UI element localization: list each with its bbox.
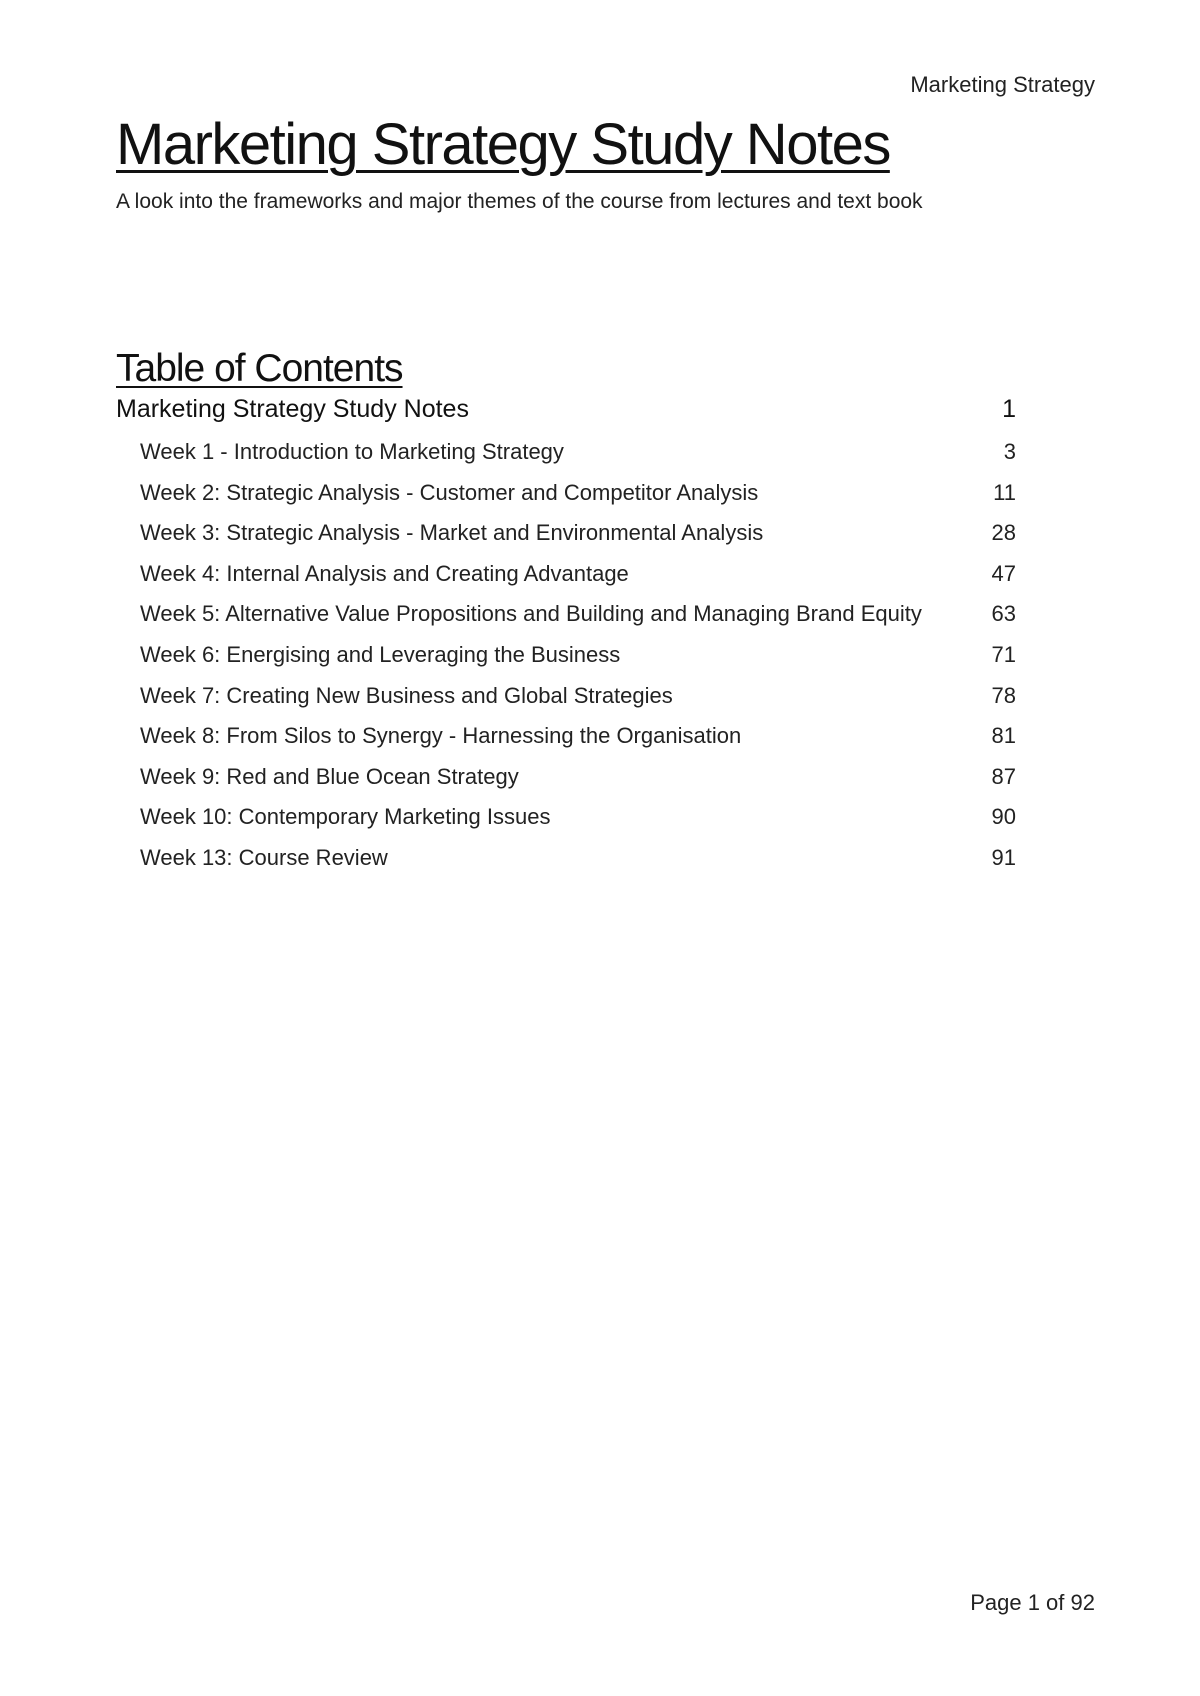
toc-entry-week-3[interactable] [140, 520, 1016, 561]
toc-entry-label: Week 5: Alternative Value Propositions and Building and Managing Brand Equity [140, 601, 922, 627]
toc-entry-label: Week 10: Contemporary Marketing Issues [140, 804, 551, 830]
toc-entry-week-7[interactable] [140, 683, 1016, 724]
toc-entry-week-5[interactable] [140, 601, 1016, 642]
toc-entry-label: Week 2: Strategic Analysis - Customer and Competitor Analysis [140, 479, 759, 505]
toc-entry-page: 3 [1003, 439, 1016, 464]
toc-entry-page: 63 [991, 601, 1016, 627]
toc-entry-page: 47 [991, 560, 1016, 586]
toc-entry-label: Week 6: Energising and Leveraging the Business [140, 641, 621, 667]
toc-entry-week-13[interactable] [140, 845, 1016, 886]
toc-entry-week-10[interactable] [140, 804, 1016, 845]
document-subtitle: A look into the frameworks and major themes of the course from lectures and text book [116, 190, 923, 213]
running-header: Marketing Strategy [910, 72, 1095, 97]
toc-entry-page: 90 [991, 804, 1016, 830]
toc-entry-label: Week 3: Strategic Analysis - Market and Environmental Analysis [140, 520, 764, 546]
toc-entry-label: Week 8: From Silos to Synergy - Harnessing the Organisation [140, 723, 742, 749]
toc-entry-week-8[interactable] [140, 723, 1016, 764]
toc-entry-list [116, 439, 1028, 886]
toc-entry-label: Week 9: Red and Blue Ocean Strategy [140, 763, 519, 789]
toc-entry-label: Week 1 - Introduction to Marketing Strategy [140, 439, 564, 464]
toc-entry-page: 28 [991, 520, 1016, 546]
toc-main-entry[interactable] [116, 395, 1016, 439]
toc-main-entry-page: 1 [1002, 395, 1016, 423]
toc-entry-week-6[interactable] [140, 642, 1016, 683]
toc-entry-page: 91 [991, 844, 1016, 870]
toc-entry-label: Week 7: Creating New Business and Global Strategies [140, 682, 673, 708]
toc-entry-label: Week 13: Course Review [140, 844, 388, 870]
toc-entry-week-9[interactable] [140, 764, 1016, 805]
document-title: Marketing Strategy Study Notes [116, 112, 890, 177]
toc-entry-week-1[interactable] [140, 439, 1016, 480]
toc-entry-page: 71 [991, 641, 1016, 667]
toc-entry-page: 81 [991, 723, 1016, 749]
page-number: Page 1 of 92 [970, 1590, 1095, 1615]
toc-entry-page: 87 [991, 763, 1016, 789]
toc-entry-page: 11 [993, 479, 1016, 505]
toc-entry-label: Week 4: Internal Analysis and Creating Advantage [140, 560, 629, 586]
toc-heading: Table of Contents [116, 347, 403, 390]
toc-entry-page: 78 [991, 682, 1016, 708]
toc-entry-week-4[interactable] [140, 561, 1016, 602]
toc-main-entry-label: Marketing Strategy Study Notes [116, 395, 469, 423]
table-of-contents [116, 395, 1028, 886]
toc-entry-week-2[interactable] [140, 480, 1016, 521]
